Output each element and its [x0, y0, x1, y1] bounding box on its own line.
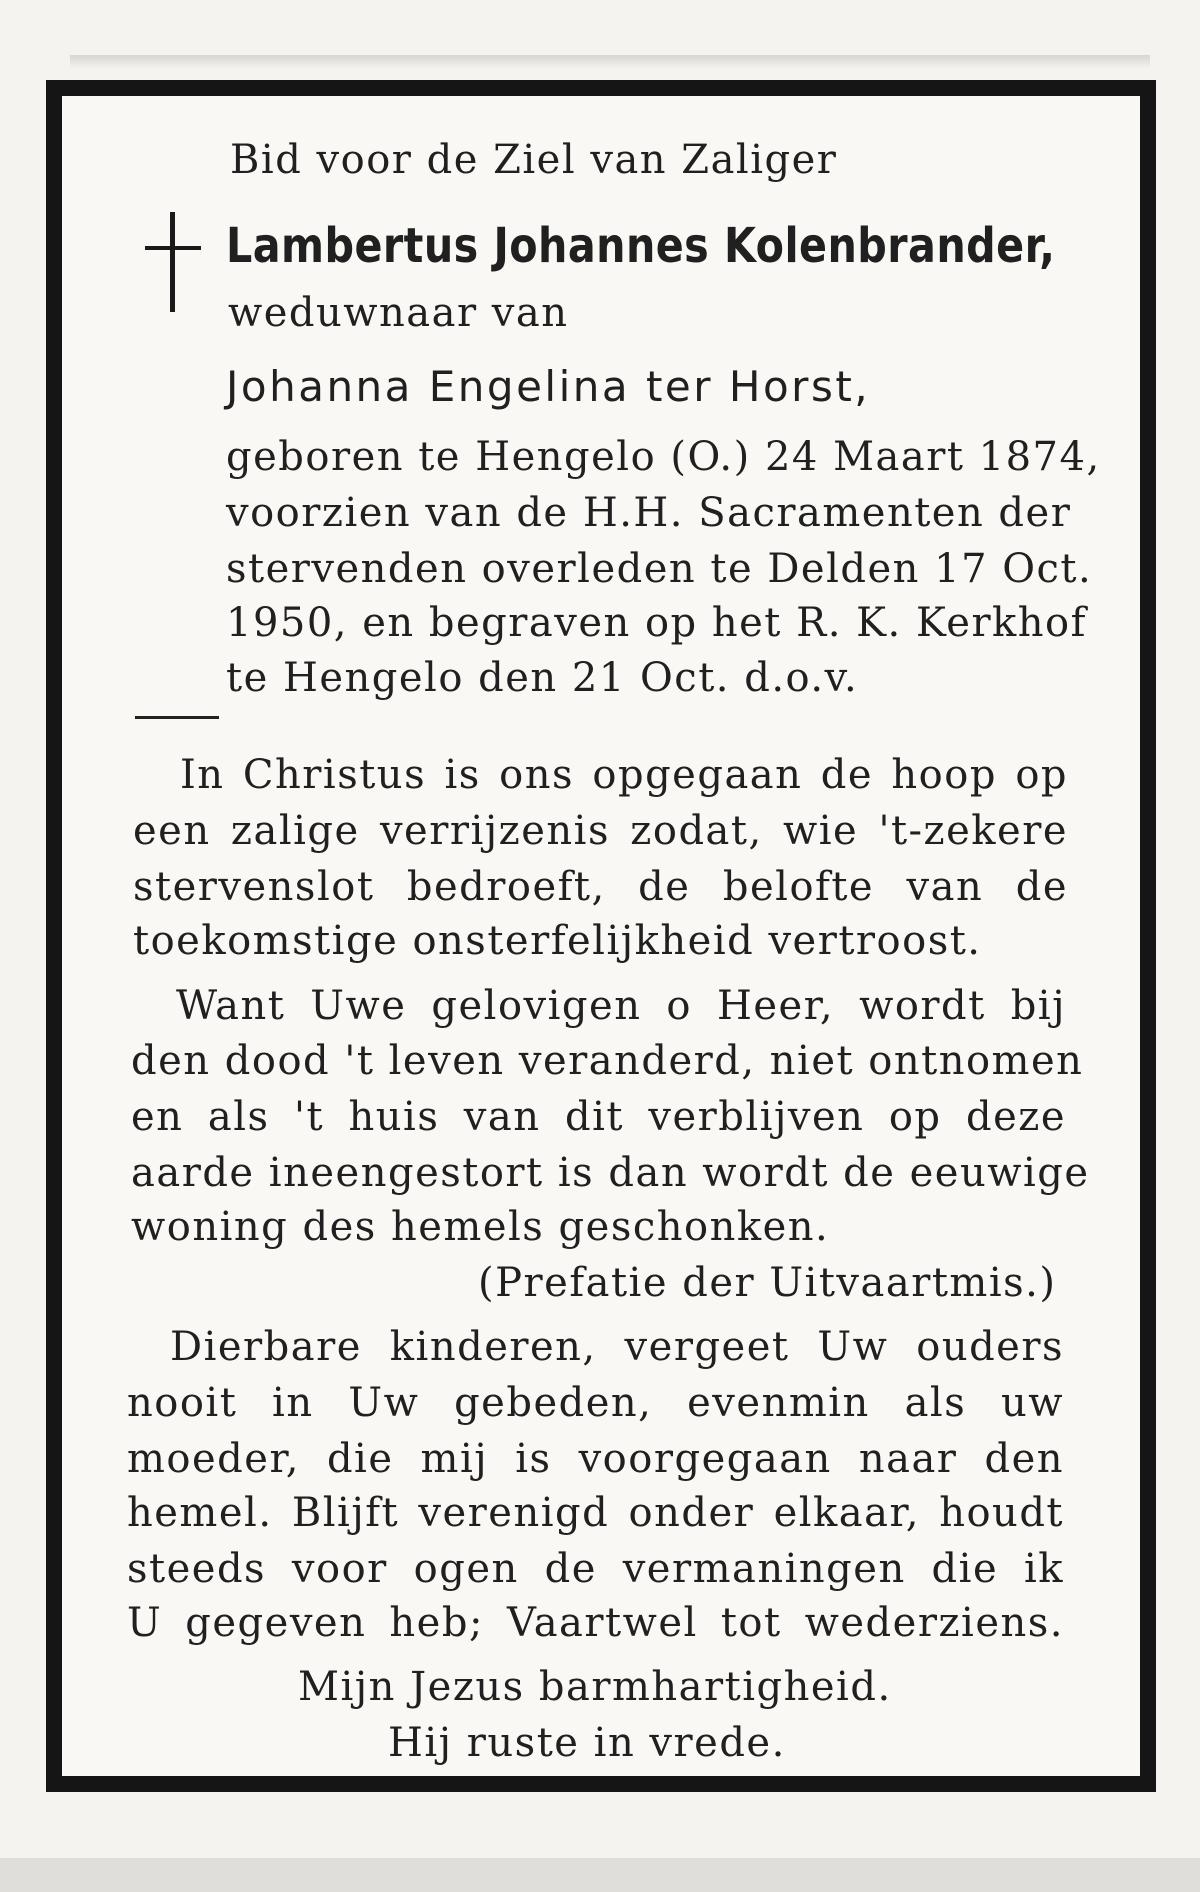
cross-icon — [145, 212, 201, 312]
bio-line: geboren te Hengelo (O.) 24 Maart 1874, — [226, 434, 1101, 480]
wife-name: Johanna Engelina ter Horst, — [226, 362, 871, 411]
prayer-line: woning des hemels geschonken. — [131, 1204, 830, 1250]
header-prayer-line: Bid voor de Ziel van Zaliger — [230, 137, 838, 183]
children-line: steeds voor ogen de vermaningen die ik — [127, 1546, 1064, 1592]
scan-bottom-edge — [0, 1858, 1200, 1892]
widower-line: weduwnaar van — [228, 290, 569, 336]
prayer-line: een zalige verrijzenis zodat, wie 't-zekere — [133, 808, 1068, 854]
children-line: hemel. Blijft verenigd onder elkaar, houdt — [127, 1490, 1064, 1536]
closing-line: Mijn Jezus barmhartigheid. — [298, 1664, 892, 1710]
prayer-line: den dood 't leven veranderd, niet ontnomen — [131, 1038, 1084, 1084]
prayer-line: aarde ineengestort is dan wordt de eeuwige — [131, 1150, 1090, 1196]
children-line: U gegeven heb; Vaartwel tot wederziens. — [127, 1600, 1064, 1646]
prayer-line: en als 't huis van dit verblijven op deze — [131, 1094, 1066, 1140]
bio-line: te Hengelo den 21 Oct. d.o.v. — [226, 655, 859, 701]
closing-line: Hij ruste in vrede. — [388, 1720, 786, 1766]
children-line: nooit in Uw gebeden, evenmin als uw — [127, 1380, 1064, 1426]
citation: (Prefatie der Uitvaartmis.) — [478, 1260, 1057, 1306]
bio-line: stervenden overleden te Delden 17 Oct. — [226, 546, 1093, 592]
prayer-line: stervenslot bedroeft, de belofte van de — [133, 864, 1068, 910]
children-line: Dierbare kinderen, vergeet Uw ouders — [170, 1324, 1064, 1370]
deceased-name: Lambertus Johannes Kolenbrander, — [226, 218, 1056, 274]
prayer-line: In Christus is ons opgegaan de hoop op — [180, 752, 1068, 798]
children-line: moeder, die mij is voorgegaan naar den — [127, 1436, 1064, 1482]
divider — [135, 716, 219, 719]
bio-line: voorzien van de H.H. Sacramenten der — [226, 490, 1072, 536]
bio-line: 1950, en begraven op het R. K. Kerkhof — [226, 600, 1087, 646]
prayer-line: Want Uwe gelovigen o Heer, wordt bij — [176, 983, 1066, 1029]
prayer-line: toekomstige onsterfelijkheid vertroost. — [133, 918, 982, 964]
scan-shadow — [70, 55, 1150, 69]
